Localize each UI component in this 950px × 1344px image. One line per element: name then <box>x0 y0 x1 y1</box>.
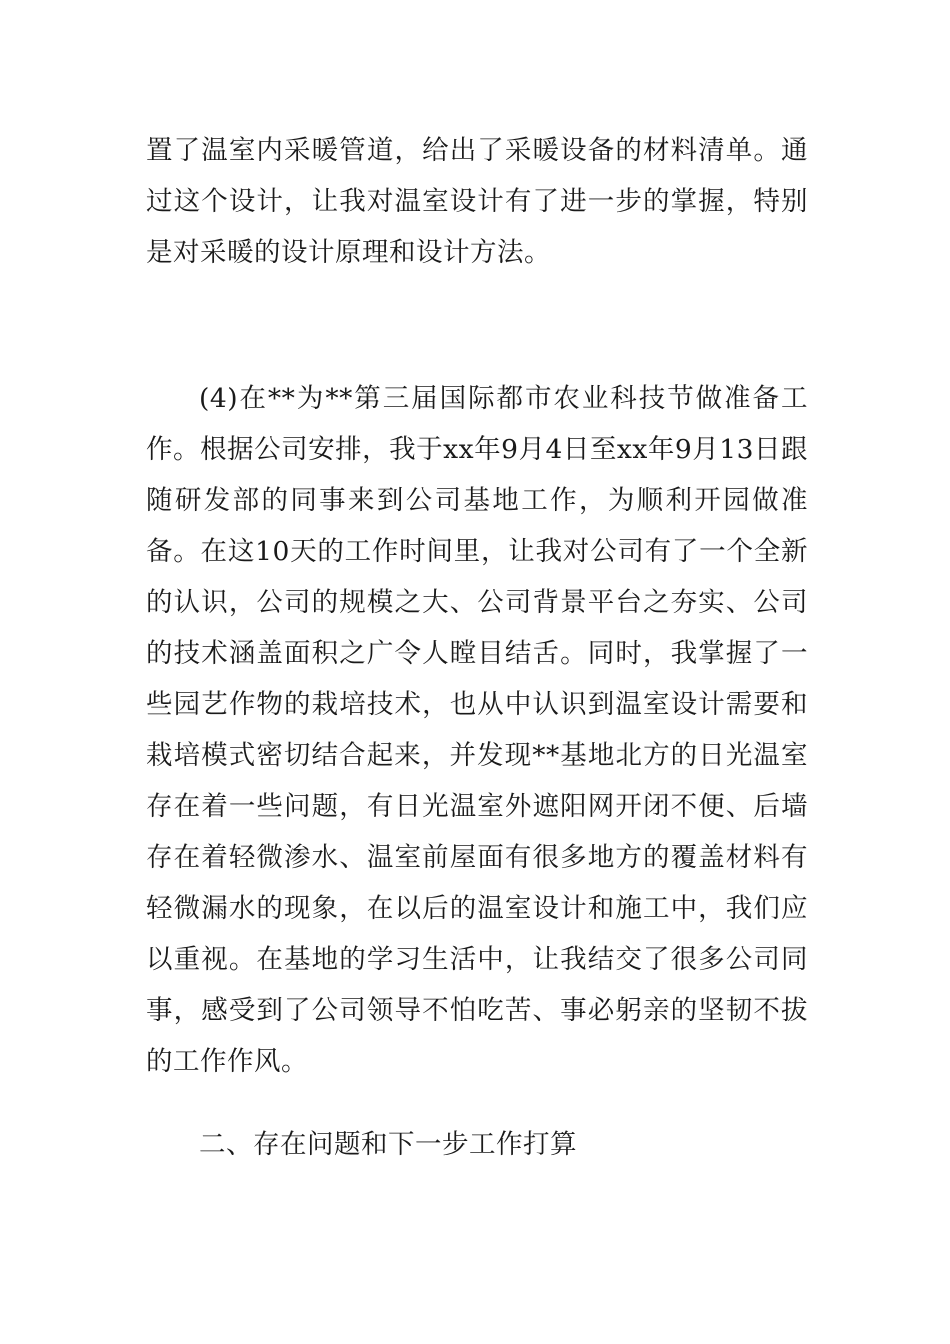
paragraph-agri-festival-prep: (4)在**为**第三届国际都市农业科技节做准备工作。根据公司安排，我于xx年9月4日至xx年9月13日跟随研发部的同事来到公司基地工作，为顺利开园做准备。在这10天的工作时间里，让我对公司有了一个全新的认识，公司的规模之大、公司背景平台之夯实、公司的技术涵盖面积之广令人瞠目结舌。同时，我掌握了一些园艺作物的栽培技术，也从中认识到温室设计需要和栽培模式密切结合起来，并发现**基地北方的日光温室存在着一些问题，有日光温室外遮阳网开闭不便、后墙存在着轻微渗水、温室前屋面有很多地方的覆盖材料有轻微漏水的现象，在以后的温室设计和施工中，我们应以重视。在基地的学习生活中，让我结交了很多公司同事，感受到了公司领导不怕吃苦、事必躬亲的坚韧不拔的工作作风。 <box>146 383 808 1077</box>
section-heading-problems-plans: 二、存在问题和下一步工作打算 <box>199 1129 577 1160</box>
paragraph-heating-design: 置了温室内采暖管道，给出了采暖设备的材料清单。通过这个设计，让我对温室设计有了进一步的掌握，特别是对采暖的设计原理和设计方法。 <box>146 135 808 268</box>
